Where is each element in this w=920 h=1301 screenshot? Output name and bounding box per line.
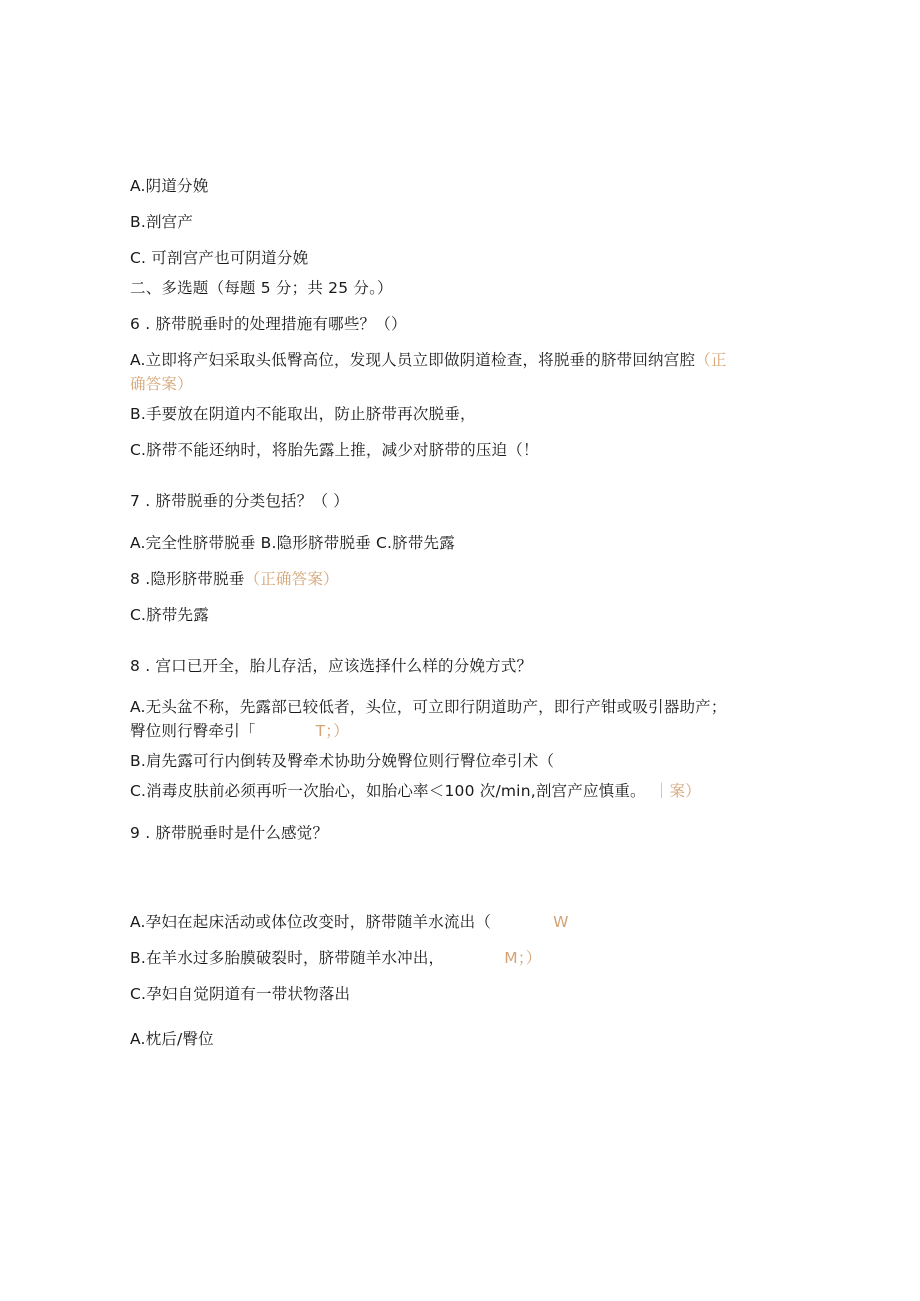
question-9: 9 . 脐带脱垂时是什么感觉？ xyxy=(130,824,329,842)
q6-option-a-text: A.立即将产妇采取头低臀高位，发现人员立即做阴道检查，将脱垂的脐带回纳宫腔 xyxy=(130,351,696,369)
q9-option-a-text: A.孕妇在起床活动或体位改变时，脐带随羊水流出（ xyxy=(130,913,492,931)
q7-options: A.完全性脐带脱垂 B.隐形脐带脱垂 C.脐带先露 xyxy=(130,534,455,552)
q6-option-a xyxy=(130,350,727,370)
q9-option-b-text: B.在羊水过多胎膜破裂时，脐带随羊水冲出， xyxy=(130,949,445,967)
answer-mark-continued: 确答案） xyxy=(130,375,193,393)
q8-option-a-cont xyxy=(130,721,349,741)
q7-answer-line xyxy=(130,569,339,589)
q7-answer-text: 8 .隐形脐带脱垂 xyxy=(130,570,245,588)
answer-mark: T；） xyxy=(315,722,349,740)
q7-option-c: C.脐带先露 xyxy=(130,606,209,624)
q6-option-c: C.脐带不能还纳时，将胎先露上推，减少对脐带的压迫（！ xyxy=(130,441,539,459)
question-8: 8 . 宫口已开全，胎儿存活，应该选择什么样的分娩方式？ xyxy=(130,657,533,675)
answer-mark: （正 xyxy=(695,351,727,369)
answer-mark: M；） xyxy=(504,949,542,967)
q6-option-b: B.手要放在阴道内不能取出，防止脐带再次脱垂， xyxy=(130,405,476,423)
option-b-cesarean: B.剖宫产 xyxy=(130,213,194,231)
question-6: 6 . 脐带脱垂时的处理措施有哪些？（） xyxy=(130,315,407,333)
q9-option-c: C.孕妇自觉阴道有一带状物落出 xyxy=(130,985,351,1003)
q9-option-b xyxy=(130,948,542,968)
option-a-vaginal-delivery: A.阴道分娩 xyxy=(130,177,209,195)
section-heading-multiple-choice: 二、多选题（每题 5 分；共 25 分。） xyxy=(130,279,393,297)
q8-option-a: A.无头盆不称，先露部已较低者，头位，可立即行阴道助产，即行产钳或吸引器助产； xyxy=(130,698,727,716)
answer-mark: W xyxy=(553,913,569,931)
q8-option-c-text: C.消毒皮肤前必须再听一次胎心，如胎心率＜100 次/min,剖宫产应慎重。 xyxy=(130,782,646,800)
question-7: 7 . 脐带脱垂的分类包括？（ ） xyxy=(130,492,349,510)
option-a-occiput-posterior: A.枕后/臀位 xyxy=(130,1030,214,1048)
q8-option-c xyxy=(130,781,701,801)
answer-mark: ｜案） xyxy=(653,782,701,800)
q8-option-a-cont-text: 臀位则行臀牵引「 xyxy=(130,722,256,740)
option-c-either: C. 可剖宫产也可阴道分娩 xyxy=(130,249,309,267)
q8-option-b: B.肩先露可行内倒转及臀牵术协助分娩臀位则行臀位牵引术（ xyxy=(130,752,555,770)
answer-mark: （正确答案） xyxy=(244,570,339,588)
q9-option-a xyxy=(130,912,569,932)
